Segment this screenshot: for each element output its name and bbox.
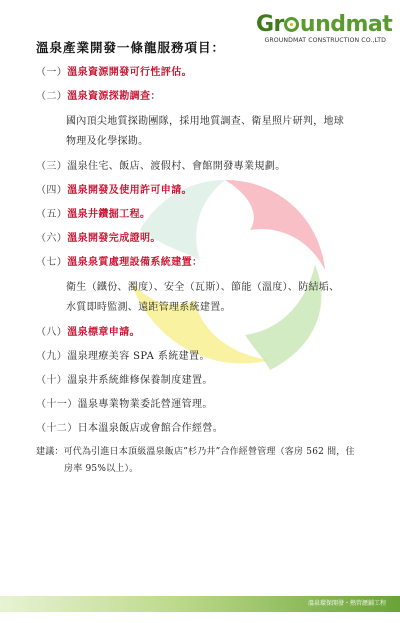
- list-item-1: （一） 溫泉資源開發可行性評估。: [36, 67, 193, 78]
- service-list-content: [36, 38, 376, 478]
- list-item-6: （六） 溫泉開發完成證明。: [36, 233, 161, 244]
- list-item-12: （十二） 日本溫泉飯店或會館合作經營。: [36, 423, 224, 434]
- item-7-description-line1: 衛生（鐵份、濁度）、安全（瓦斯）、節能（溫度）、防結垢、: [66, 282, 340, 293]
- list-item-2: （二） 溫泉資源探勘調查：: [36, 91, 161, 102]
- list-item-11: （十一） 溫泉專業物業委託營運管理。: [36, 399, 213, 410]
- list-item-9: （九） 溫泉理療美容 SPA 系統建置。: [36, 351, 210, 362]
- logo-globe-icon: [284, 17, 299, 32]
- item-7-description-line2: 水質即時監測、遠距管理系統建置。: [66, 302, 231, 313]
- footer-text: 溫泉環保開發・熱管瀝鋪工程: [307, 600, 386, 607]
- item-2-description-line2: 物理及化學探勘。: [66, 136, 149, 147]
- list-item-8: （八） 溫泉標章申請。: [36, 327, 141, 338]
- logo-subtitle: GROUNDMAT CONSTRUCTION CO.,LTD: [264, 37, 386, 44]
- list-item-5: （五） 溫泉井鑽掘工程。: [36, 209, 151, 220]
- suggestion-note-line2: 房率 95%以上）。: [64, 464, 139, 474]
- list-item-3: （三） 溫泉住宅、飯店、渡假村、會館開發專業規劃。: [36, 161, 286, 172]
- list-item-7: （七） 溫泉泉質處理設備系統建置：: [36, 257, 203, 268]
- list-item-10: （十） 溫泉井系統維修保養制度建置。: [36, 375, 213, 386]
- page-title: 溫泉產業開發一條龍服務項目：: [36, 40, 226, 55]
- suggestion-note-line1: 建議：可代為引進日本頂級溫泉飯店”杉乃井”合作經營管理（客房 562 間，住: [36, 447, 355, 457]
- list-item-4: （四） 溫泉開發及使用許可申請。: [36, 185, 193, 196]
- footer-bar: [0, 596, 400, 612]
- item-2-description-line1: 國內頂尖地質探勘團隊，採用地質調查、衛星照片研判，地球: [66, 116, 345, 127]
- logo-wordmark: Gr undmat: [256, 12, 393, 37]
